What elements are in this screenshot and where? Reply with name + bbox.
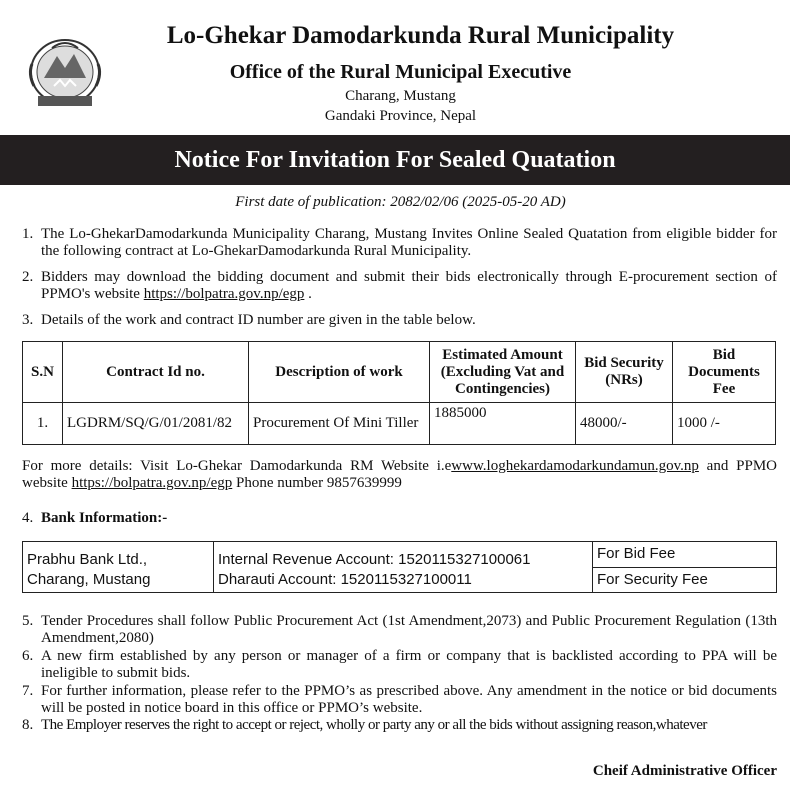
header-estimated-amount: Estimated Amount (Excluding Vat and Contingencies) (430, 342, 576, 403)
cell-contract-id: LGDRM/SQ/G/01/2081/82 (63, 403, 249, 445)
item-number: 6. (22, 648, 34, 664)
contract-table (22, 341, 776, 445)
more-details-text: For more details: Visit Lo-Ghekar Damodarkunda RM Website i.e (22, 458, 452, 474)
cell-bid-fee: 1000 /- (673, 403, 776, 445)
bank-name-cell (23, 542, 214, 593)
signature-title: Cheif Administrative Officer (592, 763, 777, 779)
header-description: Description of work (249, 342, 430, 403)
item-procedures-text: Tender Procedures shall follow Public Procurement Act (1st Amendment,2073) and Public Procurement Regulation (13th Amendment,2080) (41, 613, 777, 646)
bank-row (23, 542, 777, 593)
header-sn: S.N (23, 342, 63, 403)
bank-name: Prabhu Bank Ltd., (27, 551, 148, 568)
more-details-text-2: and PPMO website (22, 458, 777, 491)
cell-description: Procurement Of Mini Tiller (249, 403, 430, 445)
table-header-row (23, 342, 776, 403)
notice-banner: Notice For Invitation For Sealed Quatation (0, 135, 790, 185)
bid-fee-purpose: For Bid Fee (593, 542, 776, 568)
phone-number: Phone number 9857639999 (232, 475, 402, 491)
item-blacklist-text: A new firm established by any person or manager of a firm or company that is backlisted according to PPA will be ineligible to submit bids. (41, 648, 777, 681)
item-number: 4. (22, 510, 34, 526)
address-line-1: Charang, Mustang (345, 88, 456, 104)
bank-table (22, 541, 777, 593)
item-number: 8. (22, 717, 34, 733)
cell-bid-security: 48000/- (576, 403, 673, 445)
item-number: 2. (22, 269, 34, 285)
office-title: Office of the Rural Municipal Executive (229, 61, 572, 83)
item-details-text: Details of the work and contract ID number are given in the table below. (41, 312, 476, 328)
cell-sn: 1. (23, 403, 63, 445)
item-download-text (41, 269, 777, 303)
publication-date: First date of publication: 2082/02/06 (2025-05-20 AD) (235, 194, 566, 210)
download-text: Bidders may download the bidding document and submit their bids electronically through E-procurement section of PPMO's website (41, 269, 777, 302)
egp-link-2[interactable]: https://bolpatra.gov.np/egp (71, 475, 233, 491)
header-bid-fee: Bid Documents Fee (673, 342, 776, 403)
download-text-end: . (304, 286, 312, 302)
item-further-info-text: For further information, please refer to the PPMO’s as prescribed above. Any amendment in the notice or bid documents will be posted in notice board in this office or PPMO’s website. (41, 683, 777, 716)
item-number: 1. (22, 226, 34, 242)
address-line-2: Gandaki Province, Nepal (324, 108, 477, 124)
item-number: 5. (22, 613, 34, 629)
bank-info-heading: Bank Information:- (41, 510, 168, 526)
municipality-title: Lo-Ghekar Damodarkunda Rural Municipality (166, 22, 675, 49)
item-employer-rights-text: The Employer reserves the right to accept or reject, wholly or party any or all the bids without assigning reason,whatever (41, 717, 707, 733)
item-number: 3. (22, 312, 34, 328)
bank-location: Charang, Mustang (27, 571, 151, 588)
municipality-website-link[interactable]: www.loghekardamodarkundamun.gov.np (451, 458, 699, 474)
egp-link[interactable]: https://bolpatra.gov.np/egp (143, 286, 305, 302)
header-contract-id: Contract Id no. (63, 342, 249, 403)
more-details (22, 458, 777, 492)
header-bid-security: Bid Security (NRs) (576, 342, 673, 403)
account-cell (214, 542, 593, 593)
item-number: 7. (22, 683, 34, 699)
dharauti-account: Dharauti Account: 1520115327100011 (218, 571, 472, 588)
cell-estimated-amount: 1885000 (430, 403, 576, 445)
revenue-account: Internal Revenue Account: 1520115327100061 (218, 551, 531, 568)
table-row (23, 403, 776, 445)
purpose-cell (593, 542, 777, 593)
security-fee-purpose: For Security Fee (597, 571, 708, 588)
item-invitation-text: The Lo-GhekarDamodarkunda Municipality Charang, Mustang Invites Online Sealed Quatation from eligible bidder for the following contract at Lo-GhekarDamodarkunda Rural Municipality. (41, 226, 777, 259)
